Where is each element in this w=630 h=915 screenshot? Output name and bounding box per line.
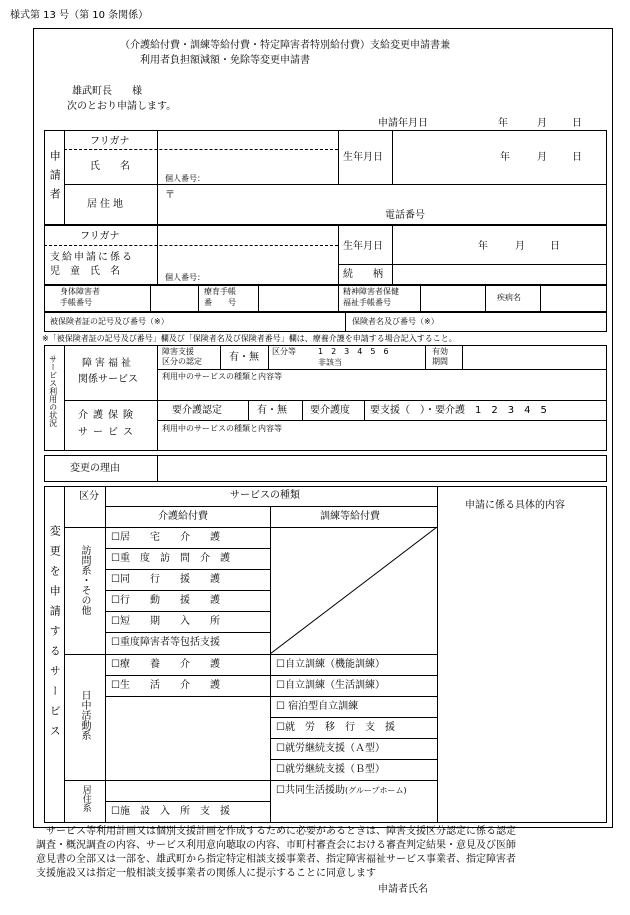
care-benefit-header: 介護給付費: [158, 511, 208, 522]
postal-mark: 〒: [165, 190, 175, 201]
visiting-category-label: 訪問系・その他: [79, 545, 90, 615]
applicant-name-label: 氏 名: [90, 161, 130, 172]
level-options[interactable]: 1 2 3 4 5 6: [318, 347, 389, 356]
care-insurance-label-2: サービス: [78, 427, 138, 438]
classification-yes-no[interactable]: 有・無: [229, 352, 259, 363]
physical-handbook-label-2: 手帳番号: [60, 298, 92, 307]
welfare-service-label-1: 障害福祉: [82, 358, 134, 369]
mental-handbook-label-2: 福祉手帳番号: [343, 298, 391, 307]
group-living-label: ☐共同生活援助: [276, 785, 345, 796]
service-type-header: サービスの種類: [230, 490, 300, 501]
bottom-margin: [36, 898, 611, 906]
application-date-label: 申請年月日: [378, 118, 428, 129]
service-option-accompanying-support[interactable]: ☐同 行 援 護: [111, 574, 220, 585]
welfare-service-label-2: 関係サービス: [78, 374, 138, 385]
residential-category-label: 居住系: [80, 785, 91, 812]
relation-label: 続 柄: [343, 269, 383, 280]
phone-label: 電話番号: [385, 210, 425, 221]
change-reason-label: 変更の理由: [70, 463, 120, 474]
ryoiku-handbook-label-2: 番 号: [204, 298, 236, 307]
child-personal-number-label: 個人番号：: [165, 273, 205, 282]
handbook-row: [44, 285, 607, 312]
service-option-medical-care[interactable]: ☐療 養 介 護: [111, 659, 220, 670]
applicant-address-label: 居住地: [87, 199, 126, 210]
service-option-facility-admission[interactable]: ☐施 設 入 所 支 援: [111, 806, 230, 817]
change-service-side-label: 変更を申請するサービス: [48, 525, 62, 745]
care-support-options[interactable]: 要支援（ ）・要介護 1 2 3 4 5: [370, 405, 547, 416]
child-dob-month: 月: [515, 241, 525, 252]
training-benefit-header: 訓練等給付費: [320, 511, 380, 522]
care-level-label: 要介護度: [310, 405, 350, 416]
child-furigana-label: フリガナ: [80, 231, 120, 242]
service-status-side-label: サービス利用の状況: [48, 355, 58, 427]
consent-line-2: 調査・概況調査の内容、サービス利用意向聴取の内容、市町村審査会における審査判定結果・意見及び医師: [36, 840, 516, 851]
applicant-personal-number-label: 個人番号：: [165, 174, 205, 183]
applicant-furigana-label: フリガナ: [90, 136, 130, 147]
service-option-severe-visiting-care[interactable]: ☐重 度 訪 問 介 護: [111, 553, 230, 564]
service-option-residential-training[interactable]: ☐ 宿泊型自立訓練: [276, 701, 359, 712]
child-dob-day: 日: [550, 241, 560, 252]
service-option-behavior-support[interactable]: ☐行 動 援 護: [111, 595, 220, 606]
applicant-dob-year: 年: [500, 152, 510, 163]
child-dob-year: 年: [478, 241, 488, 252]
physical-handbook-label-1: 身体障害者: [60, 287, 100, 296]
date-month: 月: [537, 118, 547, 129]
date-day: 日: [572, 118, 582, 129]
signature-label: 申請者氏名: [378, 884, 428, 895]
support-classification-label-1: 障害支援: [162, 347, 194, 356]
category-label-1: 区分: [79, 491, 99, 502]
not-applicable-diagonal: [270, 527, 437, 654]
service-option-short-stay[interactable]: ☐短 期 入 所: [111, 616, 220, 627]
title-line-1: （介護給付費・訓練等給付費・特定障害者特別給付費）支給変更申請書兼: [120, 40, 450, 51]
title-line-2: 利用者負担額減額・免除等変更申請書: [140, 55, 310, 66]
child-name-label-2: 児 童 氏 名: [50, 266, 120, 277]
welfare-in-use-label: 利用中のサービスの種類と内容等: [162, 372, 282, 381]
child-dob-label: 生年月日: [343, 241, 383, 252]
applicant-dob-label: 生年月日: [343, 152, 383, 163]
service-option-comprehensive-support[interactable]: ☐重度障害者等包括支援: [111, 637, 220, 648]
service-option-employment-a[interactable]: ☐就労継続支援（Ａ型）: [276, 743, 385, 754]
service-option-life-training[interactable]: ☐自立訓練（生活訓練）: [276, 680, 385, 691]
service-option-group-living[interactable]: [276, 785, 407, 797]
valid-period-label-2: 期間: [432, 357, 448, 366]
consent-line-1: サービス等利用計画又は個別支援計画を作成するために必要があるときは、障害支援区分認定に係る認定: [36, 826, 516, 837]
details-header: 申請に係る具体的内容: [465, 500, 565, 511]
service-option-functional-training[interactable]: ☐自立訓練（機能訓練）: [276, 659, 385, 670]
applicant-dob-month: 月: [537, 152, 547, 163]
date-year: 年: [498, 118, 508, 129]
service-option-employment-b[interactable]: ☐就労継続支援（Ｂ型）: [276, 764, 385, 775]
change-reason-row: [44, 455, 607, 482]
not-applicable-option[interactable]: 非該当: [318, 358, 342, 367]
consent-line-3: 意見書の全部又は一部を、雄武町から指定特定相談支援事業者、指定障害福祉サービス事業者、指定障害者: [36, 854, 516, 865]
form-number: 様式第 13 号（第 10 条関係）: [10, 10, 149, 21]
addressee: 雄武町長 様: [72, 86, 142, 97]
consent-line-4: 支援施設又は指定一般相談支援事業者の関係人に提示することに同意します: [36, 868, 376, 879]
ryoiku-handbook-label-1: 療育手帳: [204, 287, 236, 296]
valid-period-label-1: 有効: [432, 347, 448, 356]
insurance-note: ※「被保険者証の記号及び番号」欄及び「保険者名及び保険者番号」欄は、療養介護を申請する場合記入すること。: [42, 334, 457, 343]
intro-text: 次のとおり申請します。: [67, 101, 177, 112]
support-classification-label-2: 区分の認定: [162, 357, 202, 366]
service-option-life-care[interactable]: ☐生 活 介 護: [111, 680, 220, 691]
daytime-category-label: 日中活動系: [79, 690, 90, 740]
care-cert-yes-no[interactable]: 有・無: [257, 405, 287, 416]
service-option-employment-transition[interactable]: ☐就 労 移 行 支 援: [276, 722, 395, 733]
child-name-label-1: 支給申請に係る: [50, 252, 134, 263]
care-in-use-label: 利用中のサービスの種類と内容等: [162, 424, 282, 433]
care-insurance-label-1: 介護保険: [78, 410, 138, 421]
group-home-note: (グループホーム): [344, 786, 407, 795]
applicant-dob-day: 日: [572, 152, 582, 163]
insurance-cert-label: 被保険者証の記号及び番号（※）: [50, 317, 169, 326]
level-label: 区分等: [272, 347, 296, 356]
care-cert-label: 要介護認定: [172, 405, 222, 416]
mental-handbook-label-1: 精神障害者保健: [343, 287, 399, 296]
insurer-label: 保険者名及び番号（※）: [352, 317, 439, 326]
service-option-home-care[interactable]: ☐居 宅 介 護: [111, 532, 220, 543]
applicant-side-label: 申請者: [48, 150, 62, 207]
disease-name-label: 疾病名: [497, 293, 521, 302]
